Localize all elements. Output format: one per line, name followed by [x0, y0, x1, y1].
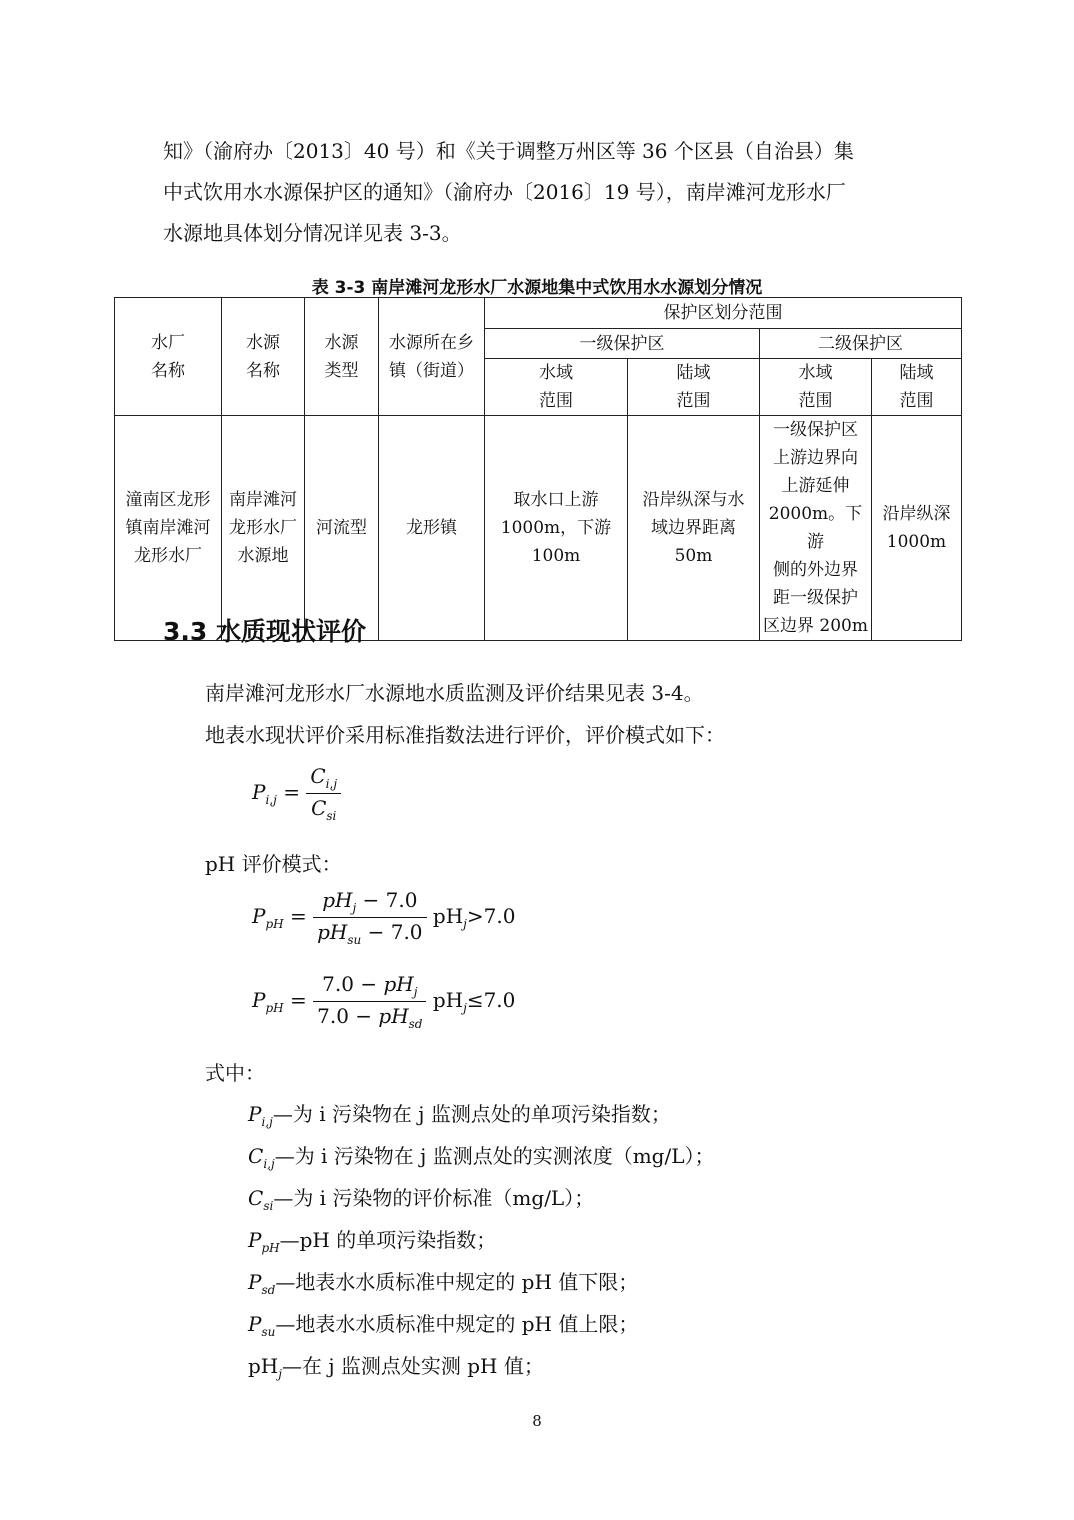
ph-label: pH 评价模式： [205, 852, 342, 876]
formula-ph-below: $P_{pH}$ = $\frac{7.0 - pH_j}{7.0 - pH_{sd}}$ $pH_j\le 7.0$ [252, 972, 516, 1031]
section-paragraph-2: 地表水现状评价采用标准指数法进行评价，评价模式如下： [205, 723, 725, 747]
header-l2-water: 水域 范围 [760, 359, 872, 416]
formula-ph-below-cond: ≤7.0 [466, 988, 516, 1012]
header-protection-range: 保护区划分范围 [485, 298, 962, 329]
cell-plant-name: 潼南区龙形 镇南岸滩河 龙形水厂 [115, 416, 222, 641]
header-township: 水源所在乡 镇（街道） [379, 298, 485, 416]
intro-line-3: 水源地具体划分情况详见表 3-3。 [163, 221, 462, 245]
cell-township: 龙形镇 [379, 416, 485, 641]
header-source-name: 水源 名称 [222, 298, 305, 416]
page-number: 8 [532, 1412, 542, 1430]
def-cij: $C_{i,j}—$为 i 污染物在 j 监测点处的实测浓度（mg/L）； [248, 1144, 715, 1171]
cell-l2-land: 沿岸纵深 1000m [872, 416, 962, 641]
intro-line-1: 知》（渝府办〔2013〕40 号）和《关于调整万州区等 36 个区县（自治县）集 [163, 139, 854, 163]
header-source-type: 水源 类型 [305, 298, 379, 416]
def-csi: $C_{si}—$为 i 污染物的评价标准（mg/L）； [248, 1186, 595, 1213]
cell-l1-water: 取水口上游 1000m，下游 100m [485, 416, 628, 641]
protection-zone-table [114, 297, 962, 641]
header-l1-water: 水域 范围 [485, 359, 628, 416]
section-paragraph-1: 南岸滩河龙形水厂水源地水质监测及评价结果见表 3-4。 [205, 681, 704, 705]
formula-pij: $P_{i,j}$ = $\frac{C_{i,j}}{C_{si}}$ [252, 764, 341, 823]
cell-source-type: 河流型 [305, 416, 379, 641]
shizhong-label: 式中： [205, 1061, 265, 1085]
header-l1-land: 陆域 范围 [628, 359, 760, 416]
table-row [115, 416, 962, 641]
intro-paragraph [163, 131, 923, 254]
def-psd: $P_{sd}—$地表水水质标准中规定的 pH 值下限； [248, 1270, 639, 1297]
def-pph: $P_{pH}—pH$ 的单项污染指数； [248, 1228, 497, 1255]
cell-l2-water: 一级保护区 上游边界向 上游延伸 2000m。下游 侧的外边界 距一级保护 区边界 200m [760, 416, 872, 641]
formula-ph-above-cond: >7.0 [466, 904, 516, 928]
formula-ph-above: $P_{pH}$ = $\frac{pH_j - 7.0}{pH_{su} - 7.0}$ $pH_j>7.0$ [252, 888, 516, 947]
def-pij: $P_{i,j}—$为 i 污染物在 j 监测点处的单项污染指数； [248, 1102, 671, 1129]
section-title: 3.3 水质现状评价 [163, 617, 366, 646]
def-phj: $pH_j—$在 j 监测点处实测 pH 值； [248, 1354, 544, 1381]
intro-line-2: 中式饮用水水源保护区的通知》（渝府办〔2016〕19 号），南岸滩河龙形水厂 [163, 180, 846, 204]
header-level1: 一级保护区 [485, 329, 760, 359]
cell-source-name: 南岸滩河 龙形水厂 水源地 [222, 416, 305, 641]
table-caption: 表 3-3 南岸滩河龙形水厂水源地集中式饮用水水源划分情况 [311, 278, 763, 298]
cell-l1-land: 沿岸纵深与水 域边界距离 50m [628, 416, 760, 641]
def-psu: $P_{su}—$地表水水质标准中规定的 pH 值上限； [248, 1312, 639, 1339]
header-plant-name: 水厂 名称 [115, 298, 222, 416]
header-level2: 二级保护区 [760, 329, 962, 359]
header-l2-land: 陆域 范围 [872, 359, 962, 416]
